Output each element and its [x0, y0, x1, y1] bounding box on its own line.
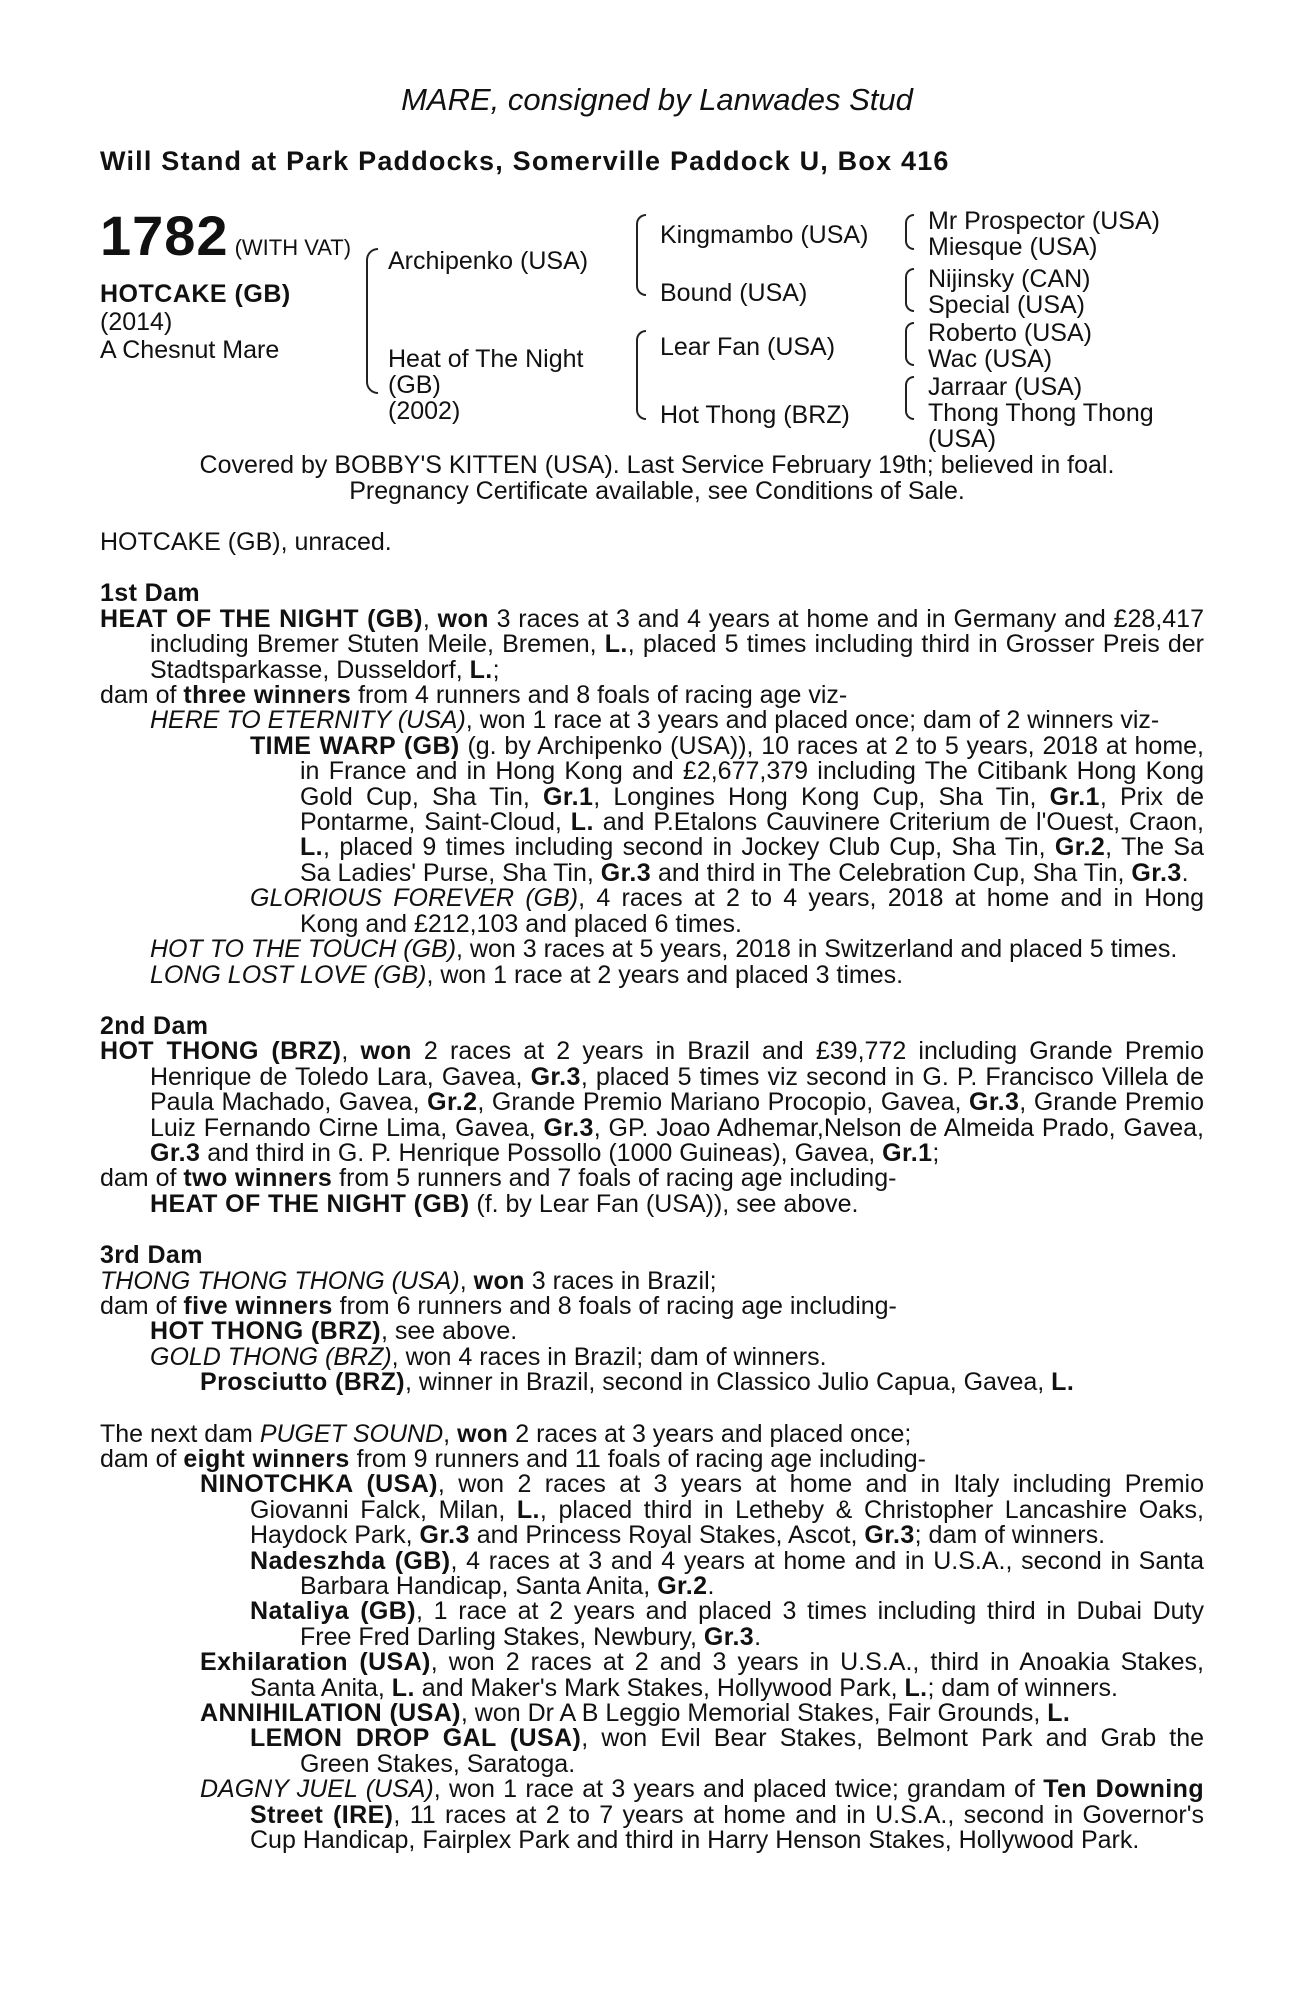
- produce-dagny-juel: DAGNY JUEL (USA), won 1 race at 3 years and placed twice; grandam of Ten Downing Street (IRE), 11 races at 2 to 7 years at home and in U.S.A., second in Governor's Cup Handicap, Fairplex Park and third in Harry Henson Stakes, Hollywood Park.: [200, 1775, 1204, 1855]
- next-dam-entry: The next dam PUGET SOUND, won 2 races at 3 years and placed once;: [100, 1419, 912, 1448]
- first-dam-produce: dam of three winners from 4 runners and 8 foals of racing age viz-: [100, 681, 848, 710]
- pedigree-g3: Nijinsky (CAN): [928, 265, 1091, 293]
- produce-ninotchka: NINOTCHKA (USA), won 2 races at 3 years at home and in Italy including Premio Giovanni Falck, Milan, L., placed third in Letheby & Christopher Lancashire Oaks, Haydock Park, Gr.3 and Princess Royal Stakes, Ascot, Gr.3; dam of winners.: [200, 1470, 1205, 1550]
- produce-nadeszhda: Nadeszhda (GB), 4 races at 3 and 4 years at home and in U.S.A., second in Santa Barbara Handicap, Santa Anita, Gr.2.: [250, 1546, 1204, 1601]
- second-dam-heading: 2nd Dam: [100, 1011, 209, 1040]
- covered-line-1: Covered by BOBBY'S KITTEN (USA). Last Service February 19th; believed in foal.: [199, 451, 1115, 479]
- brace-dam: [636, 330, 646, 420]
- second-dam-produce: dam of two winners from 5 runners and 7 foals of racing age including-: [100, 1164, 897, 1193]
- pedigree-g8-name: Thong Thong Thong: [928, 399, 1154, 427]
- brace-g3-3: [905, 322, 914, 366]
- produce-heat-of-the-night: HEAT OF THE NIGHT (GB) (f. by Lear Fan (USA)), see above.: [150, 1189, 859, 1218]
- covered-note: [0, 452, 1314, 504]
- produce-long-lost-love: LONG LOST LOVE (GB), won 1 race at 2 years and placed 3 times.: [150, 960, 904, 989]
- pedigree-sire-dam: Bound (USA): [660, 279, 808, 307]
- pedigree-sire: Archipenko (USA): [388, 247, 589, 275]
- produce-annihilation: ANNIHILATION (USA), won Dr A B Leggio Memorial Stakes, Fair Grounds, L.: [200, 1699, 1071, 1728]
- pedigree-dam-dam: Hot Thong (BRZ): [660, 401, 850, 429]
- brace-sire: [636, 214, 646, 296]
- lot-block: [100, 204, 360, 364]
- produce-here-to-eternity: HERE TO ETERNITY (USA), won 1 race at 3 years and placed once; dam of 2 winners viz-: [150, 706, 1160, 735]
- third-dam-entry: THONG THONG THONG (USA), won 3 races in Brazil;: [100, 1266, 717, 1295]
- horse-name: HOTCAKE (GB): [100, 280, 291, 308]
- pedigree-g4: Special (USA): [928, 291, 1085, 319]
- lot-number: 1782: [100, 204, 229, 267]
- produce-hot-thong: HOT THONG (BRZ), see above.: [150, 1317, 518, 1346]
- produce-prosciutto: Prosciutto (BRZ), winner in Brazil, second in Classico Julio Capua, Gavea, L.: [200, 1368, 1075, 1397]
- catalogue-body: [100, 530, 1204, 1854]
- first-dam-heading: 1st Dam: [100, 579, 201, 608]
- pedigree-dam: [388, 346, 583, 424]
- brace-g3-4: [905, 376, 914, 420]
- brace-generation-1: [366, 248, 378, 394]
- third-dam-heading: 3rd Dam: [100, 1241, 203, 1270]
- first-dam-entry: HEAT OF THE NIGHT (GB), won 3 races at 3 and 4 years at home and in Germany and £28,417 including Bremer Stuten Meile, Bremen, L., placed 5 times including third in Grosser Preis der Stadtsparkasse, Dusseldorf, L.;: [100, 604, 1204, 684]
- produce-gold-thong: GOLD THONG (BRZ), won 4 races in Brazil; dam of winners.: [150, 1342, 827, 1371]
- produce-lemon-drop-gal: LEMON DROP GAL (USA), won Evil Bear Stakes, Belmont Park and Grab the Green Stakes, Saratoga.: [250, 1724, 1204, 1778]
- pedigree-dam-name: Heat of The Night: [388, 345, 584, 373]
- horse-description: A Chesnut Mare: [100, 336, 280, 364]
- horse-year: (2014): [100, 308, 173, 336]
- pedigree-g7: Jarraar (USA): [928, 373, 1083, 401]
- next-dam-produce: dam of eight winners from 9 runners and 11 foals of racing age including-: [100, 1445, 926, 1473]
- produce-glorious-forever: GLORIOUS FOREVER (GB), 4 races at 2 to 4 years, 2018 at home and in Hong Kong and £212,103 and placed 6 times.: [250, 884, 1205, 938]
- unraced-note: HOTCAKE (GB), unraced.: [100, 528, 392, 556]
- pedigree-dam-sire: Lear Fan (USA): [660, 333, 836, 361]
- produce-hot-to-the-touch: HOT TO THE TOUCH (GB), won 3 races at 5 years, 2018 in Switzerland and placed 5 times.: [150, 935, 1178, 964]
- pedigree-g8: [928, 400, 1154, 452]
- lot-vat: (WITH VAT): [234, 235, 352, 260]
- brace-g3-1: [905, 214, 914, 250]
- third-dam-produce: dam of five winners from 6 runners and 8 foals of racing age including-: [100, 1291, 897, 1320]
- location-line: Will Stand at Park Paddocks, Somerville Paddock U, Box 416: [100, 146, 950, 176]
- produce-time-warp: TIME WARP (GB) (g. by Archipenko (USA)), 10 races at 2 to 5 years, 2018 at home, in France and in Hong Kong and £2,677,379 including The Citibank Hong Kong Gold Cup, Sha Tin, Gr.1, Longines Hong Kong Cup, Sha Tin, Gr.1, Prix de Pontarme, Saint-Cloud, L. and P.Etalons Cauvinere Criterium de l'Ouest, Craon, L., placed 9 times including second in Jockey Club Cup, Sha Tin, Gr.2, The Sa Sa Ladies' Purse, Sha Tin, Gr.3 and third in The Celebration Cup, Sha Tin, Gr.3.: [250, 731, 1205, 887]
- pedigree-sire-sire: Kingmambo (USA): [660, 221, 869, 249]
- second-dam-entry: HOT THONG (BRZ), won 2 races at 2 years in Brazil and £39,772 including Grande Premio Henrique de Toledo Lara, Gavea, Gr.3, placed 5 times viz second in G. P. Francisco Villela de Paula Machado, Gavea, Gr.2, Grande Premio Mariano Procopio, Gavea, Gr.3, Grande Premio Luiz Fernando Cirne Lima, Gavea, Gr.3, GP. Joao Adhemar,Nelson de Almeida Prado, Gavea, Gr.3 and third in G. P. Henrique Possollo (1000 Guineas), Gavea, Gr.1;: [100, 1037, 1205, 1167]
- covered-line-2: Pregnancy Certificate available, see Conditions of Sale.: [349, 477, 965, 505]
- produce-nataliya: Nataliya (GB), 1 race at 2 years and placed 3 times including third in Dubai Duty Free Fred Darling Stakes, Newbury, Gr.3.: [250, 1597, 1204, 1651]
- pedigree-dam-year: (2002): [388, 397, 461, 425]
- pedigree-g2: Miesque (USA): [928, 233, 1098, 261]
- pedigree-dam-country: (GB): [388, 371, 441, 399]
- pedigree-g1: Mr Prospector (USA): [928, 207, 1160, 235]
- pedigree-g6: Wac (USA): [928, 345, 1053, 373]
- pedigree-g5: Roberto (USA): [928, 319, 1092, 347]
- produce-exhilaration: Exhilaration (USA), won 2 races at 2 and 3 years in U.S.A., third in Anoakia Stakes, Santa Anita, L. and Maker's Mark Stakes, Hollywood Park, L.; dam of winners.: [200, 1648, 1204, 1702]
- brace-g3-2: [905, 268, 914, 312]
- pedigree-g8-country: (USA): [928, 425, 997, 453]
- page-title: MARE, consigned by Lanwades Stud: [401, 82, 913, 117]
